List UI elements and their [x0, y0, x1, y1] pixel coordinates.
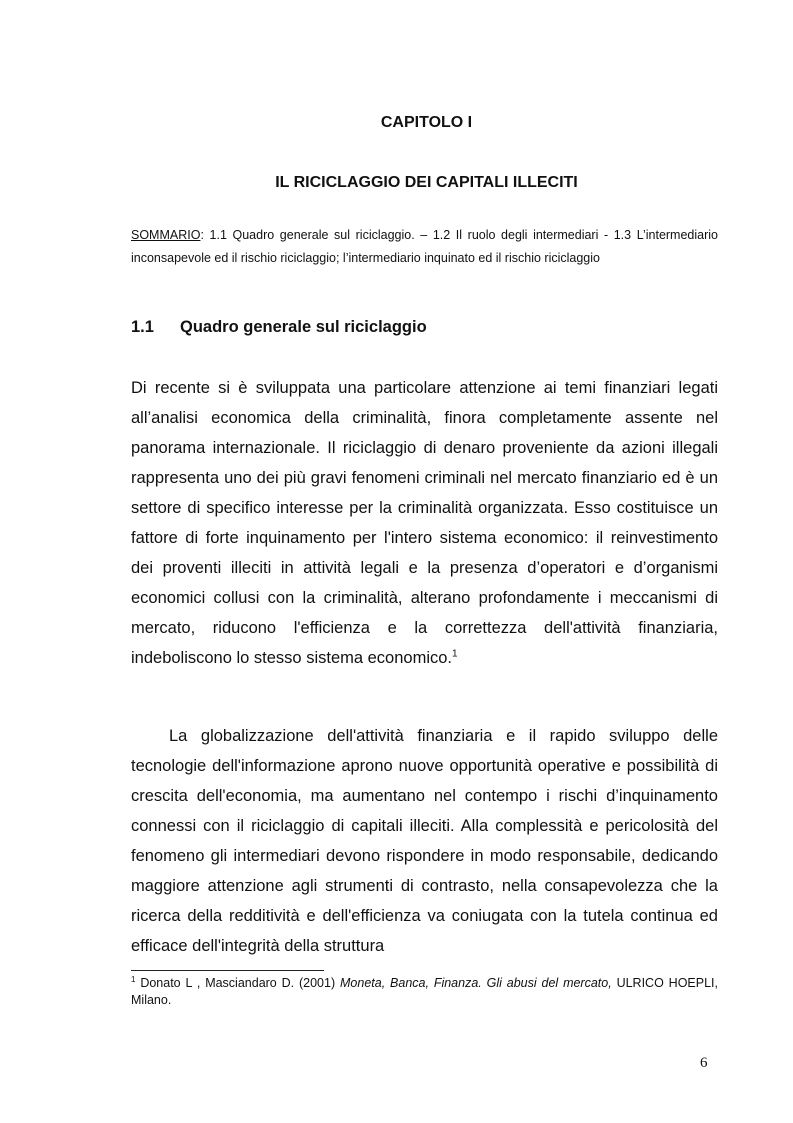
- chapter-title: IL RICICLAGGIO DEI CAPITALI ILLECITI: [275, 174, 578, 191]
- chapter-summary: [131, 224, 718, 270]
- paragraph: [131, 721, 718, 961]
- footnote-authors: Donato L , Masciandaro D. (2001): [135, 976, 340, 990]
- footnote-separator: [131, 970, 324, 971]
- footnote-number: 1: [131, 974, 136, 984]
- section-heading: [131, 318, 427, 337]
- footnote-reference: 1: [452, 648, 458, 660]
- footnote: [131, 975, 718, 1009]
- summary-text: : 1.1 Quadro generale sul riciclaggio. – 1.2 Il ruolo degli intermediari - 1.3 L’intermediario inconsapevole ed il rischio riciclaggio; l’intermediario inquinato ed il rischio riciclaggio: [131, 228, 718, 265]
- summary-label: SOMMARIO: [131, 228, 201, 242]
- paragraph: [131, 373, 718, 673]
- section-number: 1.1: [131, 318, 154, 336]
- page-number: 6: [700, 1055, 708, 1071]
- section-title: Quadro generale sul riciclaggio: [180, 318, 427, 336]
- chapter-label: CAPITOLO I: [380, 114, 473, 131]
- footnote-publisher: ULRICO HOEPLI, Milano.: [131, 976, 718, 1007]
- paragraph-1-text: Di recente si è sviluppata una particolare attenzione ai temi finanziari legati all’analisi economica della criminalità, finora completamente assente nel panorama internazionale. Il riciclaggio di denaro proveniente da azioni illegali rappresenta uno dei più gravi fenomeni criminali nel mercato finanziario ed è un settore di specifico interesse per la criminalità organizzata. Esso costituisce un fattore di forte inquinamento per l'intero sistema economico: il reinvestimento dei proventi illeciti in attività legali e la presenza d’operatori e d’organismi economici collusi con la criminalità, alterano profondamente i meccanismi di mercato, riducono l'efficienza e la correttezza dell'attività finanziaria, indeboliscono lo stesso sistema economico.: [131, 379, 718, 667]
- footnote-book-title: Moneta, Banca, Finanza. Gli abusi del mercato,: [340, 976, 612, 990]
- paragraph-2-text: La globalizzazione dell'attività finanziaria e il rapido sviluppo delle tecnologie dell'informazione aprono nuove opportunità operative e possibilità di crescita dell'economia, ma aumentano nel contempo i rischi d’inquinamento connessi con il riciclaggio di capitali illeciti. Alla complessità e pericolosità del fenomeno gli intermediari devono rispondere in modo responsabile, dedicando maggiore attenzione agli strumenti di contrasto, nella consapevolezza che la ricerca della redditività e dell'efficienza va coniugata con la tutela continua ed efficace dell'integrità della struttura: [131, 727, 718, 955]
